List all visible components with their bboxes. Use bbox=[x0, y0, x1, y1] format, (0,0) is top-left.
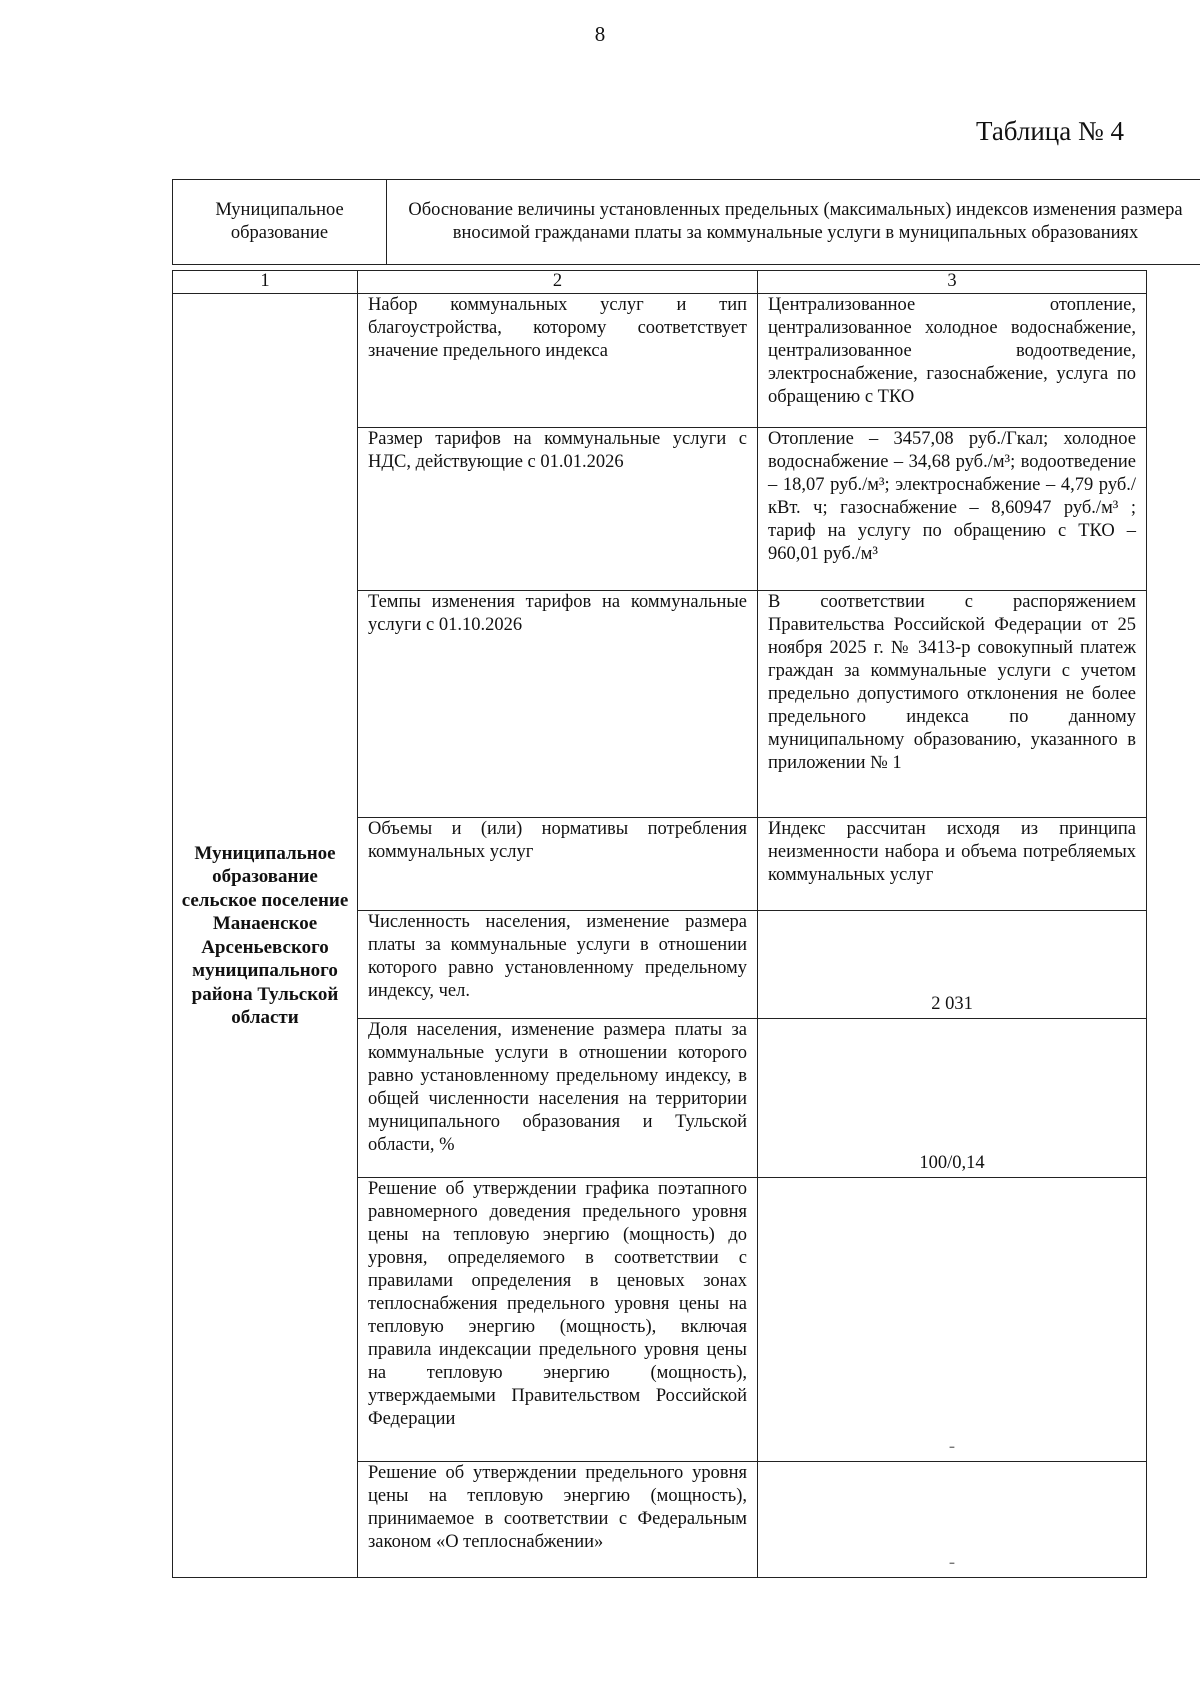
header-municipality-cell: Муниципальное образование bbox=[173, 180, 387, 265]
row-value: В соответствии с распоряжением Правительства Российской Федерации от 25 ноября 2025 г. № 3413-р совокупный платеж граждан за коммунальные услуги с учетом предельно допустимого отклонения не более предельного индекса по данному муниципальному образованию, указанного в приложении № 1 bbox=[758, 591, 1147, 818]
row-label: Размер тарифов на коммунальные услуги с НДС, действующие с 01.01.2026 bbox=[358, 428, 758, 591]
row-value: Отопление – 3457,08 руб./Гкал; холодное водоснабжение – 34,68 руб./м³; водоотведение – 18,07 руб./м³; электроснабжение – 4,79 руб./кВт. ч; газоснабжение – 8,60947 руб./м³ ; тариф на услугу по обращению с ТКО – 960,01 руб./м³ bbox=[758, 428, 1147, 591]
column-number-row bbox=[173, 271, 1147, 294]
table-caption: Таблица № 4 bbox=[976, 116, 1124, 146]
row-label: Темпы изменения тарифов на коммунальные услуги с 01.10.2026 bbox=[358, 591, 758, 818]
row-value: Индекс рассчитан исходя из принципа неизменности набора и объема потребляемых коммунальных услуг bbox=[758, 818, 1147, 911]
row-label: Решение об утверждении графика поэтапного равномерного доведения предельного уровня цены на тепловую энергию (мощность) до уровня, определяемого в соответствии с правилами определения в ценовых зонах теплоснабжения предельного уровня цены на тепловую энергию (мощность), включая правила индексации предельного уровня цены на тепловую энергию (мощность), утверждаемыми Правительством Российской Федерации bbox=[358, 1178, 758, 1462]
municipality-name-cell: Муниципальное образование сельское поселение Манаенское Арсеньевского муниципального района Тульской области bbox=[173, 294, 358, 1578]
header-table bbox=[172, 179, 1200, 265]
header-justification-cell: Обоснование величины установленных предельных (максимальных) индексов изменения размера вносимой гражданами платы за коммунальные услуги в муниципальных образованиях bbox=[387, 180, 1200, 265]
table-row bbox=[173, 294, 1147, 428]
price-level-decision-value: - bbox=[758, 1462, 1147, 1578]
row-label: Объемы и (или) нормативы потребления коммунальных услуг bbox=[358, 818, 758, 911]
row-label: Набор коммунальных услуг и тип благоустройства, которому соответствует значение предельного индекса bbox=[358, 294, 758, 428]
column-number-1: 1 bbox=[173, 271, 358, 294]
row-label: Численность населения, изменение размера платы за коммунальные услуги в отношении которого равно установленному предельному индексу, чел. bbox=[358, 911, 758, 1019]
schedule-decision-value: - bbox=[758, 1178, 1147, 1462]
data-table bbox=[172, 270, 1147, 1578]
page-number: 8 bbox=[594, 22, 606, 46]
row-value: Централизованное отопление, централизованное холодное водоснабжение, централизованное водоотведение, электроснабжение, газоснабжение, услуга по обращению с ТКО bbox=[758, 294, 1147, 428]
population-value: 2 031 bbox=[758, 911, 1147, 1019]
population-share-value: 100/0,14 bbox=[758, 1019, 1147, 1178]
row-label: Доля населения, изменение размера платы за коммунальные услуги в отношении которого равно установленному предельному индексу, в общей численности населения на территории муниципального образования и Тульской области, % bbox=[358, 1019, 758, 1178]
column-number-3: 3 bbox=[758, 271, 1147, 294]
column-number-2: 2 bbox=[358, 271, 758, 294]
row-label: Решение об утверждении предельного уровня цены на тепловую энергию (мощность), принимаемое в соответствии с Федеральным законом «О теплоснабжении» bbox=[358, 1462, 758, 1578]
header-row bbox=[173, 180, 1200, 265]
